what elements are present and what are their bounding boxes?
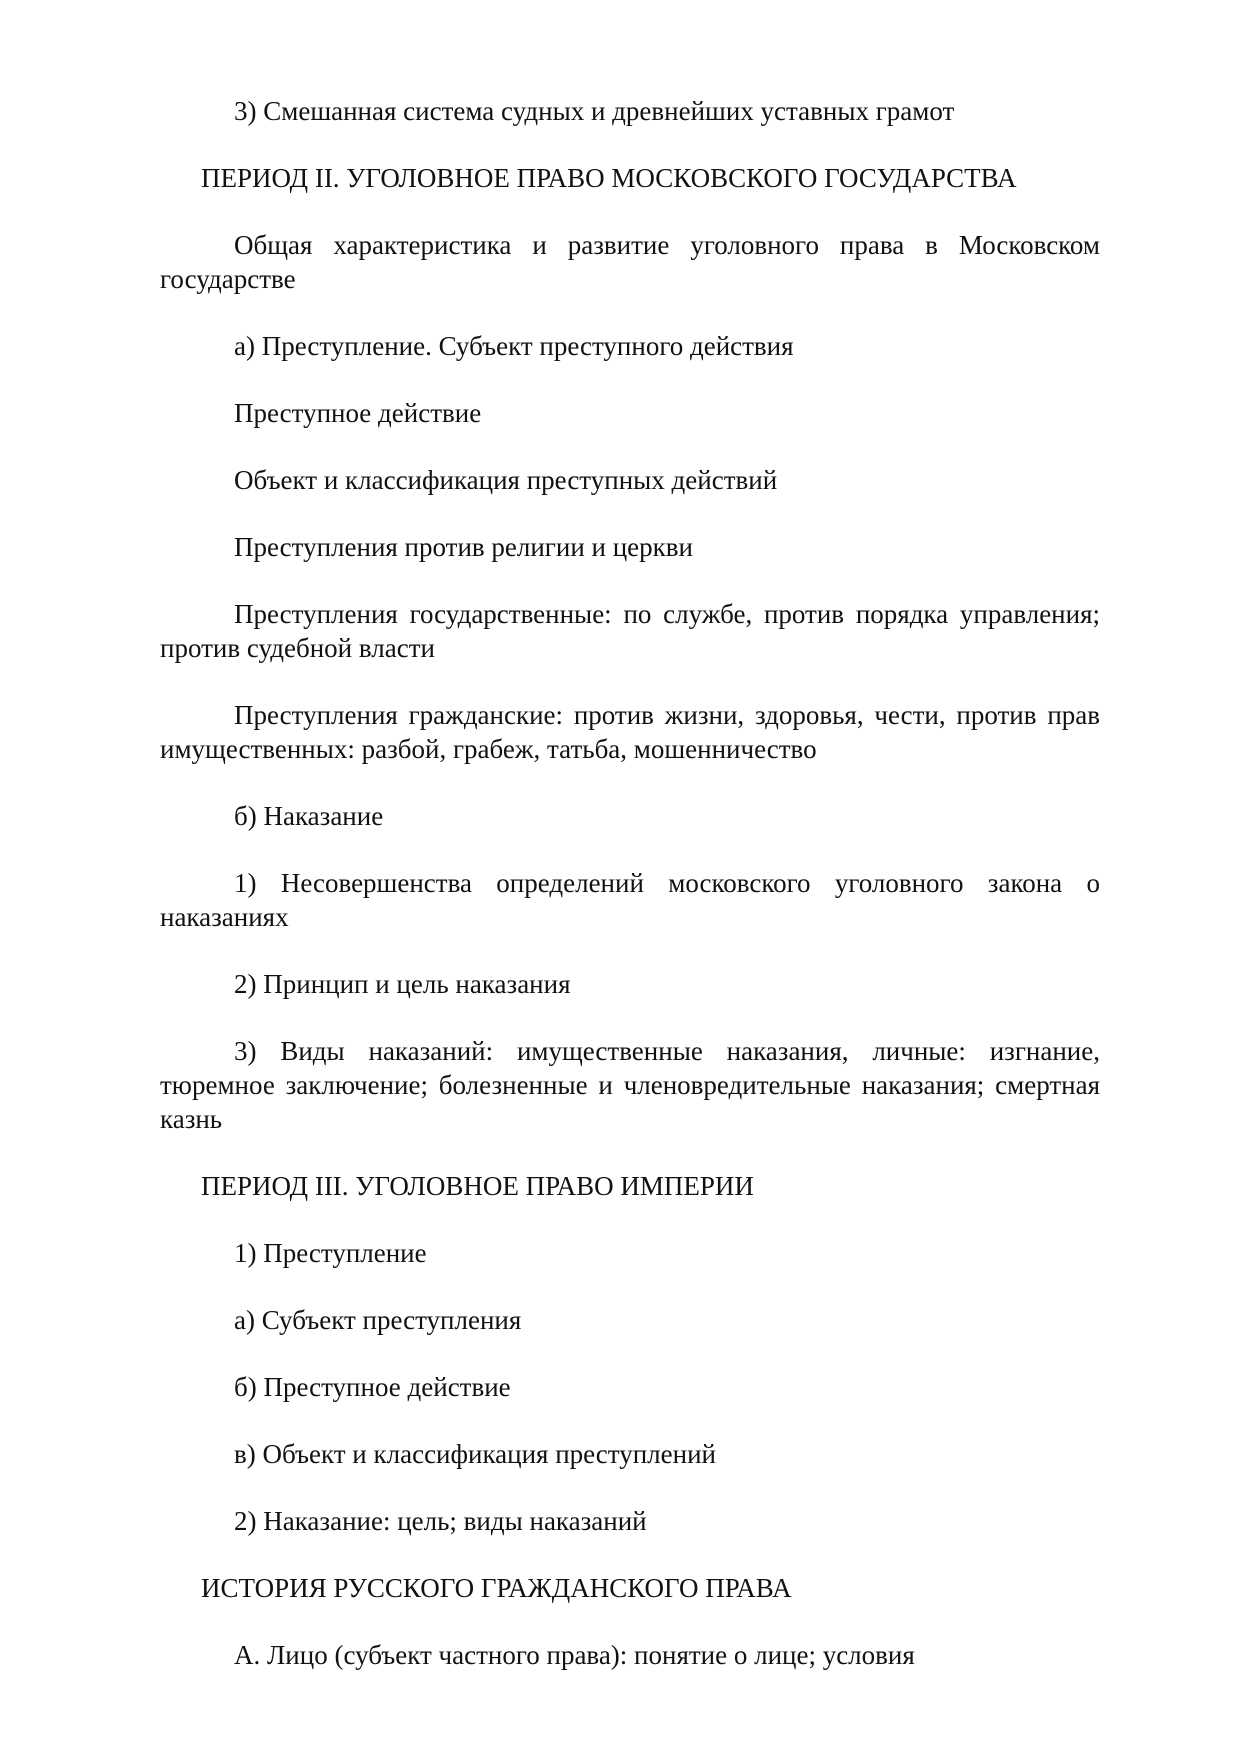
paragraph: Преступления гражданские: против жизни, здоровья, чести, против прав имущественных: разбой, грабеж, татьба, мошенничество bbox=[160, 700, 1100, 764]
paragraph: 1) Преступление bbox=[234, 1238, 427, 1268]
section-heading: ПЕРИОД II. УГОЛОВНОЕ ПРАВО МОСКОВСКОГО ГОСУДАРСТВА bbox=[201, 163, 1017, 193]
section-heading: ПЕРИОД III. УГОЛОВНОЕ ПРАВО ИМПЕРИИ bbox=[201, 1171, 754, 1201]
paragraph: Объект и классификация преступных действий bbox=[234, 465, 778, 495]
paragraph: Преступления государственные: по службе, против порядка управления; против судебной власти bbox=[160, 599, 1100, 663]
paragraph: 2) Наказание: цель; виды наказаний bbox=[234, 1506, 647, 1536]
paragraph: 3) Смешанная система судных и древнейших уставных грамот bbox=[234, 96, 955, 126]
document-page bbox=[160, 94, 1100, 1705]
paragraph: Преступное действие bbox=[234, 398, 482, 428]
paragraph: в) Объект и классификация преступлений bbox=[234, 1439, 716, 1469]
paragraph: А. Лицо (субъект частного права): понятие о лице; условия bbox=[234, 1640, 915, 1670]
paragraph: 1) Несовершенства определений московского уголовного закона о наказаниях bbox=[160, 868, 1100, 932]
paragraph: Общая характеристика и развитие уголовного права в Московском государстве bbox=[160, 230, 1100, 294]
paragraph: б) Наказание bbox=[234, 801, 384, 831]
section-heading: ИСТОРИЯ РУССКОГО ГРАЖДАНСКОГО ПРАВА bbox=[201, 1573, 792, 1603]
paragraph: б) Преступное действие bbox=[234, 1372, 511, 1402]
paragraph: 2) Принцип и цель наказания bbox=[234, 969, 571, 999]
paragraph: Преступления против религии и церкви bbox=[234, 532, 693, 562]
paragraph: а) Преступление. Субъект преступного действия bbox=[234, 331, 794, 361]
paragraph: 3) Виды наказаний: имущественные наказания, личные: изгнание, тюремное заключение; болезненные и членовредительные наказания; смертная казнь bbox=[160, 1036, 1100, 1134]
paragraph: а) Субъект преступления bbox=[234, 1305, 522, 1335]
